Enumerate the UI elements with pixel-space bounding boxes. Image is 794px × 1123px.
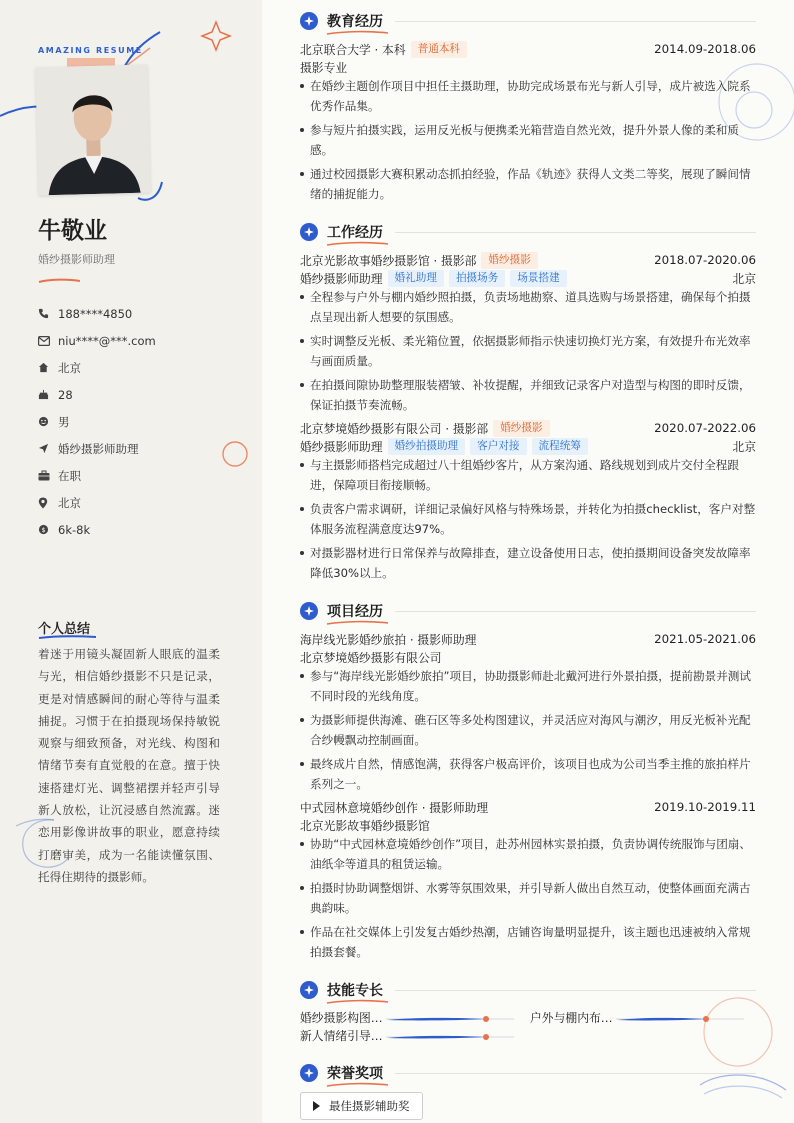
- section-underline: [326, 1082, 390, 1088]
- profile-photo: [35, 65, 150, 196]
- sparkle-icon: [300, 223, 318, 241]
- candidate-title: 婚纱摄影师助理: [38, 253, 115, 266]
- summary-heading: 个人总结: [38, 622, 91, 637]
- skill-knob: [703, 1016, 709, 1022]
- list-item: 负责客户需求调研，详细记录偏好风格与特殊场景，并转化为拍摄checklist，客户对整体服务流程满意度达97%。: [300, 499, 756, 539]
- sparkle-icon: [300, 602, 318, 620]
- project-period: 2019.10-2019.11: [654, 800, 756, 814]
- section-underline: [326, 999, 390, 1005]
- list-item: 作品在社交媒体上引发复古婚纱热潮，店铺咨询量明显提升，该主题也迅速被纳入常规拍摄套餐。: [300, 922, 756, 962]
- skill-tag: 婚纱拍摄助理: [388, 438, 466, 455]
- contact-item: [38, 435, 156, 462]
- contact-item: [38, 408, 156, 435]
- smile-icon: [38, 416, 58, 427]
- section-divider: [395, 21, 756, 22]
- resume-badge: AMAZING RESUME: [38, 46, 143, 55]
- project-bullets: [300, 834, 756, 966]
- job-row: [300, 251, 756, 269]
- contact-item: [38, 300, 156, 327]
- candidate-name: 牛敬业: [38, 218, 107, 244]
- section-underline: [326, 620, 390, 626]
- phone-icon: [38, 308, 58, 319]
- skills-heading: [300, 979, 383, 1001]
- education-heading: [300, 10, 383, 32]
- contact-text: 188****4850: [58, 306, 133, 321]
- award-badge: [300, 1092, 423, 1120]
- industry-tag: 婚纱摄影: [493, 420, 549, 437]
- role-row: [300, 269, 756, 287]
- job-role: 婚纱摄影师助理: [300, 271, 383, 286]
- list-item: 与主摄影师搭档完成超过八十组婚纱客片，从方案沟通、路线规划到成片交付全程跟进，保障项目衔接顺畅。: [300, 455, 756, 495]
- skill-bar: [386, 1013, 514, 1023]
- skill-item: [300, 1027, 514, 1044]
- list-item: 实时调整反光板、柔光箱位置，依据摄影师指示快速切换灯光方案，有效提升布光效率与画面质量。: [300, 331, 756, 371]
- sparkle-icon: [300, 12, 318, 30]
- job-bullets: [300, 287, 756, 419]
- industry-tag: 婚纱摄影: [481, 252, 537, 269]
- list-item: 参与短片拍摄实践，运用反光板与便携柔光箱营造自然光效，提升外景人像的柔和质感。: [300, 120, 756, 160]
- job-bullets: [300, 455, 756, 587]
- list-item: 在拍摄间隙协助整理服装褶皱、补妆提醒，并细致记录客户对造型与构图的即时反馈，保证拍摄节奏流畅。: [300, 375, 756, 415]
- skill-tag: 流程统筹: [532, 438, 588, 455]
- project-row: [300, 798, 756, 816]
- play-icon: [313, 1101, 320, 1111]
- location-pin-icon: [38, 497, 58, 509]
- job-period: 2020.07-2022.06: [654, 421, 756, 435]
- project-bullets: [300, 666, 756, 798]
- list-item: 最终成片自然，情感饱满，获得客户极高评价，该项目也成为公司当季主推的旅拍样片系列之一。: [300, 754, 756, 794]
- contact-text: 28: [58, 387, 73, 402]
- contact-text: 婚纱摄影师助理: [58, 441, 139, 456]
- section-divider: [395, 232, 756, 233]
- skill-fill: [617, 1017, 706, 1020]
- contact-text: 在职: [58, 468, 81, 483]
- award-label: 最佳摄影辅助奖: [329, 1099, 410, 1113]
- projects-heading: [300, 600, 383, 622]
- briefcase-icon: [38, 470, 58, 481]
- degree-tag: 普通本科: [411, 41, 467, 58]
- section-divider: [395, 611, 756, 612]
- skill-item: [530, 1009, 744, 1026]
- list-item: 拍摄时协助调整烟饼、水雾等氛围效果，并引导新人做出自然互动，使整体画面充满古典韵味。: [300, 878, 756, 918]
- education-period: 2014.09-2018.06: [654, 42, 756, 56]
- skill-fill: [387, 1035, 486, 1038]
- work-title: 工作经历: [327, 225, 383, 241]
- summary-text: 着迷于用镜头凝固新人眼底的温柔与光，相信婚纱摄影不只是记录，更是对情感瞬间的耐心等待与温柔捕捉。习惯于在拍摄现场保持敏锐观察与细致预备，对光线、构图和情绪节奏有直觉般的在意。擅于快速搭建灯光、调整裙摆并轻声引导新人放松，让沉浸感自然流露。迷恋用影像讲故事的职业，愿意持续打磨审美，成为一名能读懂氛围、托得住期待的摄影师。: [38, 647, 220, 884]
- svg-text:$: $: [41, 525, 46, 534]
- skill-bar: [616, 1013, 744, 1023]
- job-role: 婚纱摄影师助理: [300, 439, 383, 454]
- skill-label: 新人情绪引导…: [300, 1029, 383, 1043]
- contact-item: [38, 516, 156, 543]
- section-divider: [395, 990, 756, 991]
- skill-tag: 场景搭建: [510, 270, 566, 287]
- list-item: 为摄影师提供海滩、礁石区等多处构图建议，并灵活应对海风与潮汐，用反光板补光配合纱幔飘动控制画面。: [300, 710, 756, 750]
- contact-text: niu****@***.com: [58, 333, 156, 348]
- job-period: 2018.07-2020.06: [654, 253, 756, 267]
- project-org-row: [300, 648, 756, 666]
- mail-icon: [38, 336, 58, 346]
- name-underline: [38, 278, 82, 284]
- list-item: 协助“中式园林意境婚纱创作”项目，赴苏州园林实景拍摄，负责协调传统服饰与团扇、油纸伞等道具的租赁运输。: [300, 834, 756, 874]
- sidebar: [0, 0, 262, 1123]
- skill-tag: 拍摄场务: [449, 270, 505, 287]
- project-org: 北京光影故事婚纱摄影馆: [300, 818, 430, 833]
- company-name: 北京光影故事婚纱摄影馆 · 摄影部: [300, 253, 477, 268]
- contact-text: 男: [58, 414, 70, 429]
- major-row: [300, 58, 756, 76]
- summary-underline: [38, 634, 98, 640]
- project-name: 海岸线光影婚纱旅拍 · 摄影师助理: [300, 632, 477, 647]
- job-city: 北京: [732, 271, 756, 286]
- list-item: 参与“海岸线光影婚纱旅拍”项目，协助摄影师赴北戴河进行外景拍摄，提前勘景并测试不同时段的光线角度。: [300, 666, 756, 706]
- awards-heading: [300, 1062, 383, 1084]
- avatar-icon: [35, 65, 150, 196]
- major: 摄影专业: [300, 60, 348, 75]
- list-item: 对摄影器材进行日常保养与故障排查，建立设备使用日志，使拍摄期间设备突发故障率降低30%以上。: [300, 543, 756, 583]
- skill-item: [300, 1009, 514, 1026]
- contact-item: [38, 327, 156, 354]
- project-org-row: [300, 816, 756, 834]
- contact-info-list: [38, 300, 156, 543]
- skill-tag: 客户对接: [470, 438, 526, 455]
- skill-bar: [386, 1031, 514, 1041]
- skills-title: 技能专长: [327, 983, 383, 999]
- skill-fill: [387, 1017, 486, 1020]
- project-org: 北京梦境婚纱摄影有限公司: [300, 650, 442, 665]
- skill-tag: 婚礼助理: [388, 270, 444, 287]
- skill-label: 婚纱摄影构图…: [300, 1011, 383, 1025]
- education-row: [300, 40, 756, 58]
- section-underline: [326, 241, 390, 247]
- contact-text: 北京: [58, 495, 81, 510]
- contact-text: 北京: [58, 360, 81, 375]
- education-bullets: [300, 76, 756, 208]
- skill-knob: [483, 1034, 489, 1040]
- project-name: 中式园林意境婚纱创作 · 摄影师助理: [300, 800, 489, 815]
- cake-icon: [38, 389, 58, 400]
- education-title: 教育经历: [327, 14, 383, 30]
- contact-item: [38, 381, 156, 408]
- project-period: 2021.05-2021.06: [654, 632, 756, 646]
- section-underline: [326, 30, 390, 36]
- section-divider: [395, 1073, 756, 1074]
- contact-text: 6k-8k: [58, 522, 91, 537]
- contact-item: [38, 462, 156, 489]
- company-name: 北京梦境婚纱摄影有限公司 · 摄影部: [300, 421, 489, 436]
- job-city: 北京: [732, 439, 756, 454]
- contact-item: [38, 489, 156, 516]
- home-icon: [38, 362, 58, 373]
- work-heading: [300, 221, 383, 243]
- decorative-circle-orange: [220, 440, 250, 470]
- skill-knob: [483, 1016, 489, 1022]
- awards-title: 荣誉奖项: [327, 1066, 383, 1082]
- sparkle-icon: [300, 1064, 318, 1082]
- send-icon: [38, 443, 58, 454]
- job-row: [300, 419, 756, 437]
- project-row: [300, 630, 756, 648]
- sparkle-icon: [300, 981, 318, 999]
- list-item: 在婚纱主题创作项目中担任主摄助理，协助完成场景布光与新人引导，成片被选入院系优秀作品集。: [300, 76, 756, 116]
- skill-label: 户外与棚内布…: [530, 1011, 613, 1025]
- salary-icon: [38, 524, 58, 535]
- list-item: 全程参与户外与棚内婚纱照拍摄，负责场地勘察、道具选购与场景搭建，确保每个拍摄点呈现出新人想要的氛围感。: [300, 287, 756, 327]
- list-item: 通过校园摄影大赛积累动态抓拍经验，作品《轨迹》获得人文类二等奖，展现了瞬间情绪的捕捉能力。: [300, 164, 756, 204]
- contact-item: [38, 354, 156, 381]
- projects-title: 项目经历: [327, 604, 383, 620]
- role-row: [300, 437, 756, 455]
- school-name: 北京联合大学 · 本科: [300, 42, 406, 57]
